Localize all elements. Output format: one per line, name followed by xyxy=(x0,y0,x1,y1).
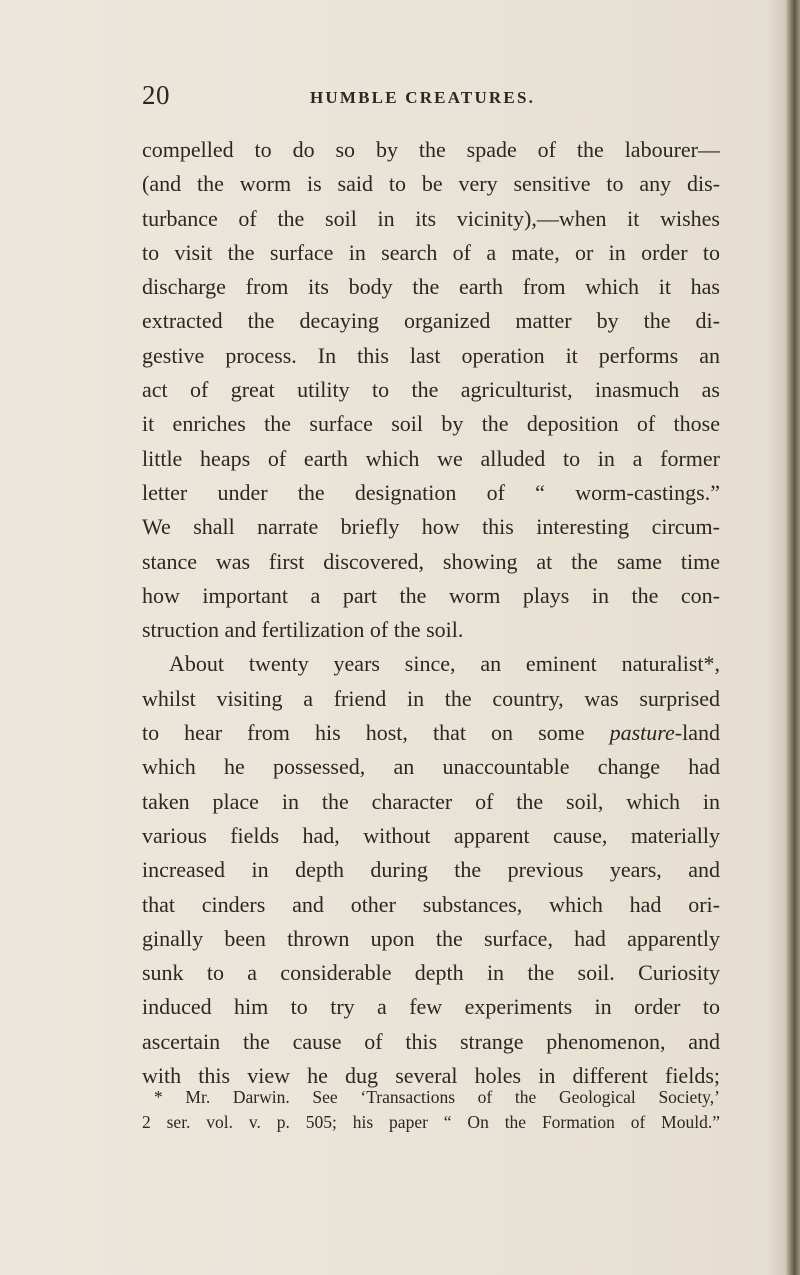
text-line-pasture xyxy=(142,716,720,750)
running-head: HUMBLE CREATURES. xyxy=(310,88,536,107)
text-line: turbance of the soil in its vicinity),—when it wishes xyxy=(142,205,720,231)
text-line: (and the worm is said to be very sensitive to any dis- xyxy=(142,171,720,197)
footnote-line: * Mr. Darwin. See ‘Transactions of the Geological Society,’ xyxy=(154,1087,720,1107)
text-line: which he possessed, an unaccountable change had xyxy=(142,754,720,780)
text-line: stance was first discovered, showing at the same time xyxy=(142,548,720,574)
text-line: that cinders and other substances, which had ori- xyxy=(142,891,720,917)
text-line: act of great utility to the agriculturist, inasmuch as xyxy=(142,377,720,403)
text-run: to hear from his host, that on some xyxy=(142,720,610,746)
text-line: to visit the surface in search of a mate, or in order to xyxy=(142,239,720,265)
text-line: We shall narrate briefly how this interesting circum- xyxy=(142,514,720,540)
text-line: taken place in the character of the soil, which in xyxy=(142,788,720,814)
page-binding-edge xyxy=(786,0,800,1275)
binding-shadow xyxy=(768,0,786,1275)
text-line: with this view he dug several holes in different fields; xyxy=(142,1063,720,1089)
text-line: sunk to a considerable depth in the soil. Curiosity xyxy=(142,960,720,986)
body-text xyxy=(142,133,720,1093)
text-line: compelled to do so by the spade of the labourer— xyxy=(142,137,720,162)
paragraph-start-line: About twenty years since, an eminent naturalist*, xyxy=(169,651,720,677)
text-line: discharge from its body the earth from which it has xyxy=(142,274,720,300)
text-line: extracted the decaying organized matter by the di- xyxy=(142,308,720,334)
text-line: how important a part the worm plays in the con- xyxy=(142,582,720,608)
text-line: various fields had, without apparent cause, materially xyxy=(142,822,720,848)
page-number: 20 xyxy=(142,80,170,110)
footnote-line: 2 ser. vol. v. p. 505; his paper “ On the Formation of Mould.” xyxy=(142,1112,720,1132)
text-line: gestive process. In this last operation it performs an xyxy=(142,342,720,368)
text-line: increased in depth during the previous years, and xyxy=(142,857,720,883)
text-line: ginally been thrown upon the surface, had apparently xyxy=(142,925,720,951)
text-line: letter under the designation of “ worm-castings.” xyxy=(142,479,720,505)
text-line: little heaps of earth which we alluded to in a former xyxy=(142,445,720,471)
footnotes xyxy=(142,1085,720,1135)
text-run: -land xyxy=(674,720,720,746)
italic-word: pasture xyxy=(609,720,675,746)
text-line: induced him to try a few experiments in order to xyxy=(142,994,720,1020)
paragraph-end-line: struction and fertilization of the soil. xyxy=(142,617,464,643)
text-line: it enriches the surface soil by the deposition of those xyxy=(142,411,720,437)
text-line: whilst visiting a friend in the country, was surprised xyxy=(142,685,720,711)
text-line: ascertain the cause of this strange phenomenon, and xyxy=(142,1028,720,1054)
